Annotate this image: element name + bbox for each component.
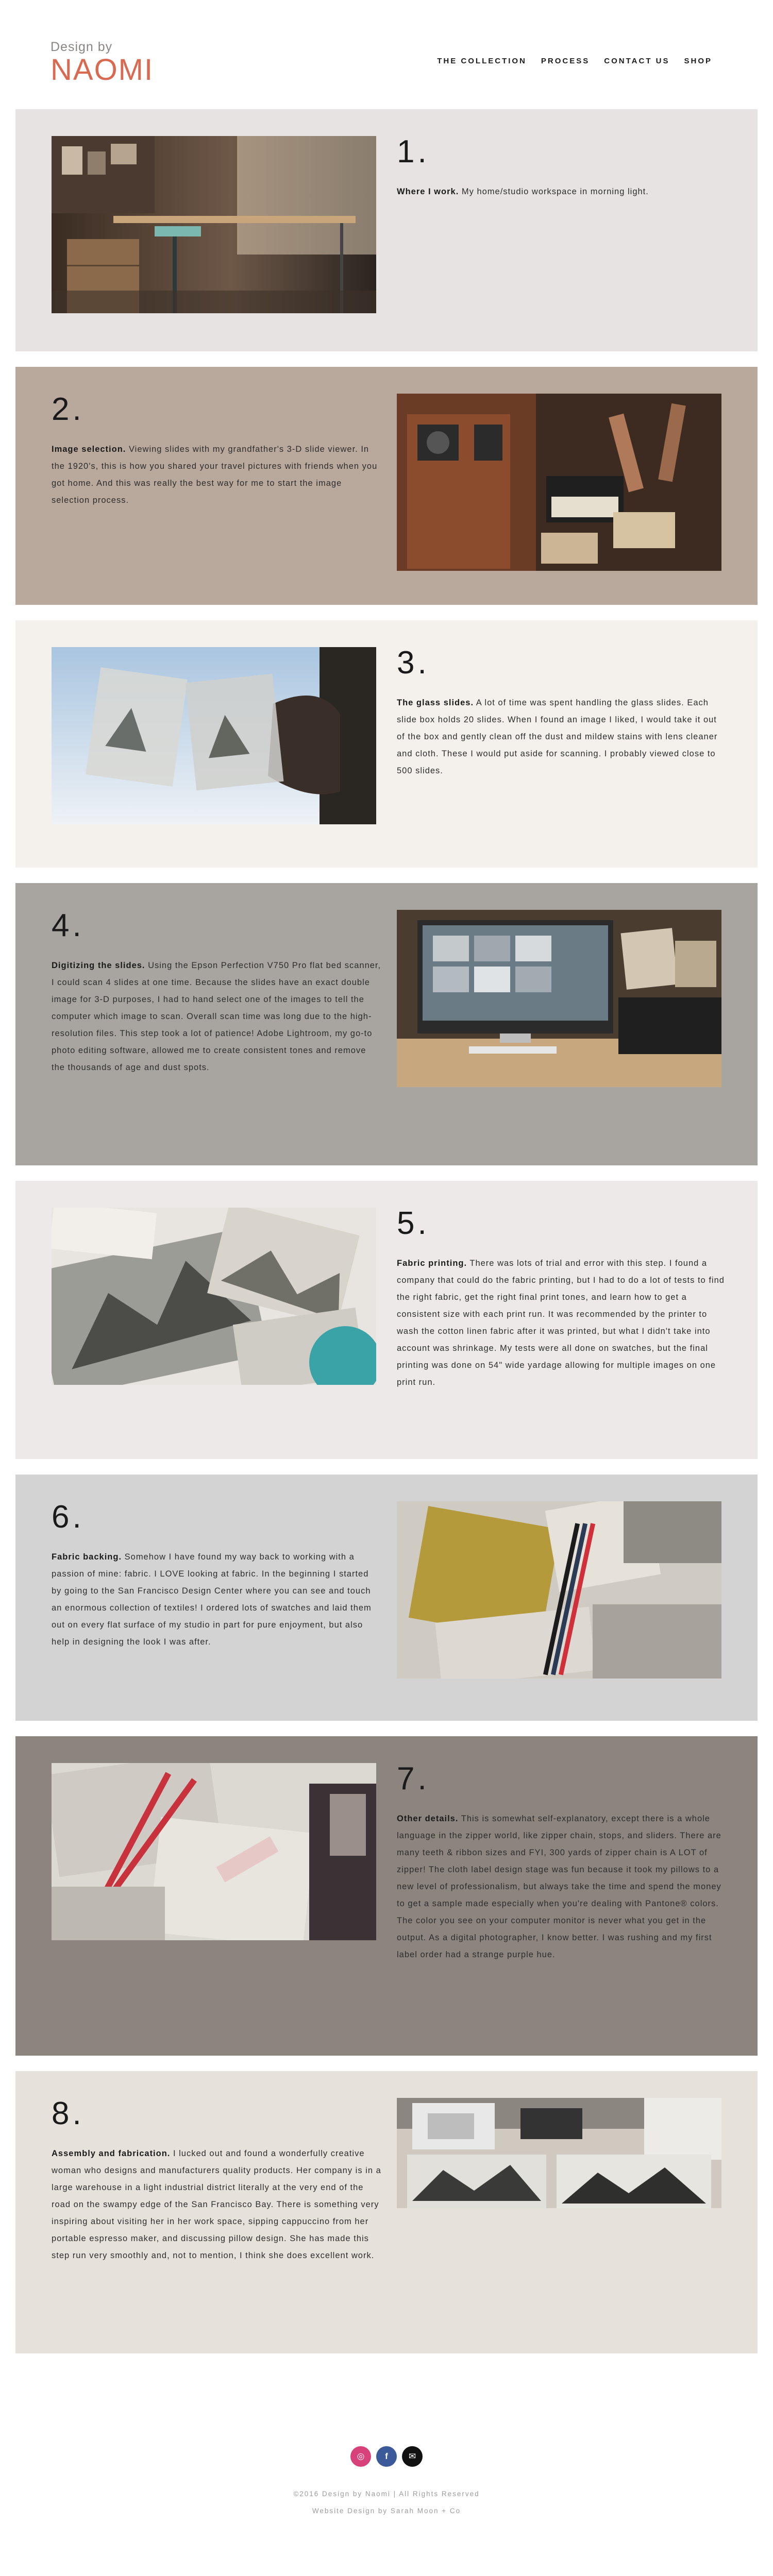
website-credit-text: Website Design by Sarah Moon + Co [312, 2507, 461, 2515]
section-6-description: Somehow I have found my way back to working with a passion of mine: fabric. I LOVE looking at fabric. In the beginning I started by going to the San Francisco Design Center where you can see and touch an enormous collection of textiles! I ordered lots of swatches and laid them out on every flat surface of my studio in part for pure enjoyment, but also help in designing the look I was after. [52, 1552, 372, 1647]
instagram-icon[interactable] [350, 2446, 371, 2467]
section-5-body [397, 1255, 727, 1391]
section-1-image [52, 136, 376, 313]
social-links [0, 2446, 773, 2467]
section-3-body [397, 694, 727, 779]
section-2-title: Image selection. [52, 445, 126, 454]
process-section-8 [15, 2071, 758, 2353]
section-2-image [397, 394, 721, 571]
process-section-1 [15, 109, 758, 351]
facebook-icon[interactable] [376, 2446, 397, 2467]
section-4-image [397, 910, 721, 1087]
section-8-body [52, 2145, 381, 2264]
process-section-6 [15, 1475, 758, 1721]
section-6-text [52, 1499, 381, 1651]
section-5-image [52, 1208, 376, 1385]
section-2-number: 2. [52, 392, 85, 427]
section-4-text [52, 908, 381, 1076]
section-6-body [52, 1549, 381, 1651]
section-6-title: Fabric backing. [52, 1552, 122, 1562]
email-icon[interactable] [402, 2446, 423, 2467]
logo-link[interactable] [51, 39, 154, 86]
section-7-image [52, 1763, 376, 1940]
facebook-glyph: f [385, 2451, 388, 2461]
section-1-body [397, 183, 727, 200]
copyright-text: ©2016 Design by Naomi | All Rights Reserved [293, 2490, 480, 2498]
section-8-image [397, 2098, 721, 2208]
section-6-number: 6. [52, 1499, 85, 1535]
section-5-title: Fabric printing. [397, 1259, 467, 1268]
nav-link-process[interactable]: PROCESS [541, 57, 590, 65]
section-6-image [397, 1501, 721, 1679]
nav-link-collection[interactable]: THE COLLECTION [437, 57, 527, 65]
section-8-description: I lucked out and found a wonderfully creative woman who designs and manufacturers quality products. Her company is in a large warehouse in a light industrial district literally at the very end of the road on the swampy edge of the San Francisco Bay. There is something very inspiring about visiting her in her work space, sipping cappuccino from her portable espresso maker, and discussing pillow design. She has made this step run very smoothly and, not to mention, I think she does excellent work. [52, 2149, 381, 2260]
logo-wordmark: NAOMI [51, 53, 154, 87]
section-7-text [397, 1761, 727, 1963]
section-4-number: 4. [52, 908, 85, 943]
main-nav [437, 57, 712, 65]
section-4-description: Using the Epson Perfection V750 Pro flat bed scanner, I could scan 4 slides at one time. Because the slides have an exact double image for 3-D purposes, I had to hand select one of the images to tell the computer which image to scan. Overall scan time was long due to the high-resolution files. This step took a lot of patience! Adobe Lightroom, my go-to photo editing software, allowed me to create consistent tones and remove the thousands of age and dust spots. [52, 961, 381, 1072]
nav-link-contact[interactable]: CONTACT US [604, 57, 670, 65]
section-5-description: There was lots of trial and error with this step. I found a company that could do the fabric printing, but I had to do a lot of tests to find the right fabric, get the right final print tones, and learn how to get a consistent size with each print run. It was recommended by the printer to wash the cotton linen fabric after it was printed, but what I didn't take into account was shrinkage. My tests were all done on swatches, but the final printing was done on 54" wide yardage allowing for multiple images on one print run. [397, 1259, 725, 1387]
section-1-description: My home/studio workspace in morning light. [459, 187, 649, 196]
process-section-3 [15, 620, 758, 868]
section-5-number: 5. [397, 1206, 430, 1241]
section-3-title: The glass slides. [397, 698, 474, 707]
section-3-number: 3. [397, 645, 430, 681]
process-section-2 [15, 367, 758, 605]
logo-tagline: Design by [51, 40, 113, 54]
section-1-text [397, 134, 727, 200]
section-5-text [397, 1206, 727, 1391]
section-7-number: 7. [397, 1761, 430, 1797]
section-7-body [397, 1810, 727, 1963]
section-4-body [52, 957, 381, 1076]
section-8-number: 8. [52, 2096, 85, 2131]
process-section-5 [15, 1181, 758, 1459]
section-2-body [52, 441, 381, 509]
section-3-description: A lot of time was spent handling the glass slides. Each slide box holds 20 slides. When I found an image I liked, I would take it out of the box and gently clean off the dust and mildew stains with lens cleaner and cloth. These I would put aside for scanning. I probably viewed close to 500 slides. [397, 698, 718, 775]
section-2-text [52, 392, 381, 509]
process-section-4 [15, 883, 758, 1165]
email-glyph: ✉ [408, 2451, 416, 2461]
site-header [0, 0, 773, 109]
section-4-title: Digitizing the slides. [52, 961, 145, 970]
section-8-text [52, 2096, 381, 2264]
nav-link-shop[interactable]: SHOP [684, 57, 712, 65]
section-3-image [52, 647, 376, 824]
section-8-title: Assembly and fabrication. [52, 2149, 171, 2158]
process-section-7 [15, 1736, 758, 2056]
section-7-title: Other details. [397, 1814, 459, 1823]
section-7-description: This is somewhat self-explanatory, except there is a whole language in the zipper world, like zipper chain, stops, and sliders. There are many teeth & ribbon sizes and FYI, 300 yards of zipper chain is A LOT of zipper! The cloth label design stage was fun because it took my pillows to a new level of professionalism, but always take the time and spend the money to get a sample made especially when you're dealing with Pantone® colors. The color you see on your computer monitor is never what you get in the output. As a digital photographer, I know better. I was rushing and my first label order had a strange purple hue. [397, 1814, 721, 1959]
instagram-glyph: ◎ [357, 2451, 365, 2461]
section-2-description: Viewing slides with my grandfather's 3-D slide viewer. In the 1920's, this is how you shared your travel pictures with friends when you got home. And this was really the best way for me to start the image selection process. [52, 445, 378, 505]
section-1-title: Where I work. [397, 187, 459, 196]
section-3-text [397, 645, 727, 779]
section-1-number: 1. [397, 134, 430, 170]
